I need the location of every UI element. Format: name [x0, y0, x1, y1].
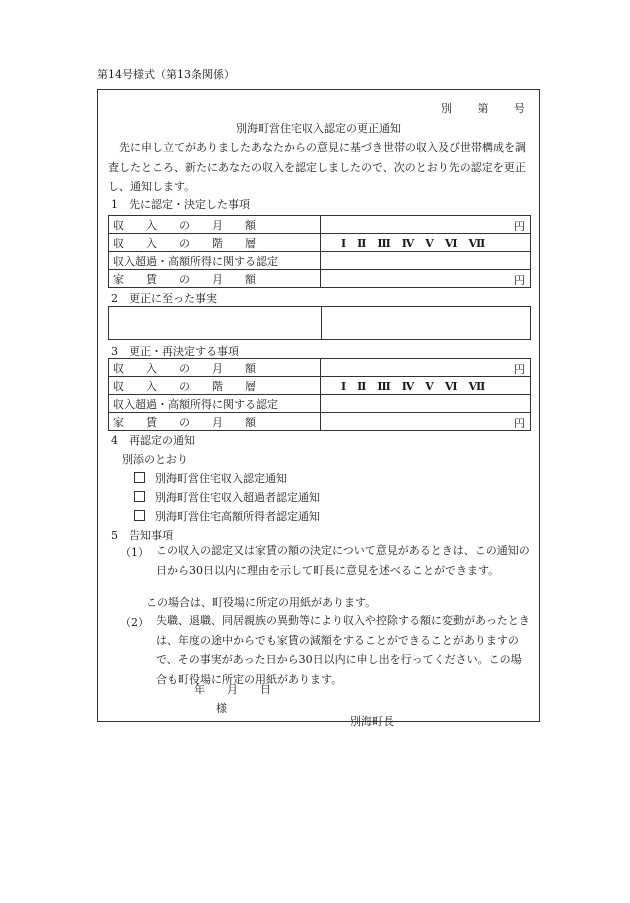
addressee-suffix: 様 [216, 702, 227, 715]
income-class-value [321, 234, 531, 252]
option-over-income [134, 489, 320, 505]
notice-frame [97, 89, 540, 728]
yen-unit: 円 [514, 274, 525, 287]
row-value [321, 216, 531, 234]
yen-unit: 円 [514, 220, 525, 233]
checkbox[interactable] [134, 491, 145, 502]
yen-unit: 円 [514, 363, 525, 376]
section4-sub: 別添のとおり [122, 453, 188, 466]
section3-table [108, 358, 531, 431]
row-label: 収入超過・高額所得に関する認定 [109, 395, 321, 413]
checkbox[interactable] [134, 510, 145, 521]
table-row [109, 377, 531, 395]
income-class-list: Ⅰ Ⅱ Ⅲ Ⅳ Ⅴ Ⅵ Ⅶ [341, 236, 486, 250]
option-label: 別海町営住宅高額所得者認定通知 [155, 510, 320, 523]
section2-heading: 2 更正に至った事実 [111, 292, 217, 305]
table-row [109, 234, 531, 252]
row-value [321, 270, 531, 288]
item1-text: この収入の認定又は家賃の額の決定について意見があるときは、この通知の日から30日以内に理由を示して町長に意見を述べることができます。 [156, 544, 530, 577]
option-resident-income [134, 470, 287, 486]
item2-text: 失職、退職、同居親族の異動等により収入や控除する額に変動があったときは、年度の途中からでも家賃の減額をすることができることがありますので、その事実があった日から30日以内に申し出を行ってください。この場合も町役場に所定の用紙があります。 [156, 614, 530, 686]
intro-paragraph: 先に申し立てがありましたあなたからの意見に基づき世帯の収入及び世帯構成を調査したところ、新たにあなたの収入を認定しましたので、次のとおり先の認定を更正し、通知します。 [108, 141, 526, 193]
section5-heading: 5 告知事項 [111, 529, 173, 542]
yen-unit: 円 [514, 417, 525, 430]
option-high-income [134, 508, 320, 524]
document-number [419, 100, 525, 116]
table-row [109, 252, 531, 270]
row-label: 収 入 の 月 額 [109, 359, 321, 377]
fact-box [108, 306, 531, 340]
section3-heading: 3 更正・再決定する事項 [111, 345, 239, 358]
document-title: 別海町営住宅収入認定の更正通知 [236, 122, 401, 135]
doc-number-prefix: 別 [441, 102, 452, 115]
table-row [109, 395, 531, 413]
row-label: 家 賃 の 月 額 [109, 270, 321, 288]
fact-box-right [322, 307, 530, 339]
item1-note: この場合は、町役場に所定の用紙があります。 [146, 596, 377, 609]
table-row [109, 216, 531, 234]
row-label: 収 入 の 月 額 [109, 216, 321, 234]
date-line: 年 月 日 [194, 683, 271, 696]
income-class-list: Ⅰ Ⅱ Ⅲ Ⅳ Ⅴ Ⅵ Ⅶ [341, 379, 486, 393]
row-label: 収 入 の 階 層 [109, 377, 321, 395]
option-label: 別海町営住宅収入超過者認定通知 [155, 491, 320, 504]
item2-number: （2） [120, 616, 149, 629]
row-label: 収入超過・高額所得に関する認定 [109, 252, 321, 270]
checkbox[interactable] [134, 472, 145, 483]
doc-number-middle: 第 [477, 102, 489, 115]
item1-number: （1） [120, 546, 149, 559]
row-value [321, 252, 531, 270]
row-label: 家 賃 の 月 額 [109, 413, 321, 431]
doc-number-suffix: 号 [514, 102, 525, 115]
row-value [321, 395, 531, 413]
option-label: 別海町営住宅収入認定通知 [155, 472, 287, 485]
income-class-value [321, 377, 531, 395]
form-number-label: 第14号様式（第13条関係） [97, 68, 235, 81]
table-row [109, 270, 531, 288]
row-label: 収 入 の 階 層 [109, 234, 321, 252]
section4-heading: 4 再認定の通知 [111, 434, 195, 447]
fact-box-left [109, 307, 322, 339]
table-row [109, 359, 531, 377]
row-value [321, 413, 531, 431]
row-value [321, 359, 531, 377]
section1-table [108, 215, 531, 288]
section1-heading: 1 先に認定・決定した事項 [111, 198, 250, 211]
issuer: 別海町長 [350, 715, 394, 728]
table-row [109, 413, 531, 431]
